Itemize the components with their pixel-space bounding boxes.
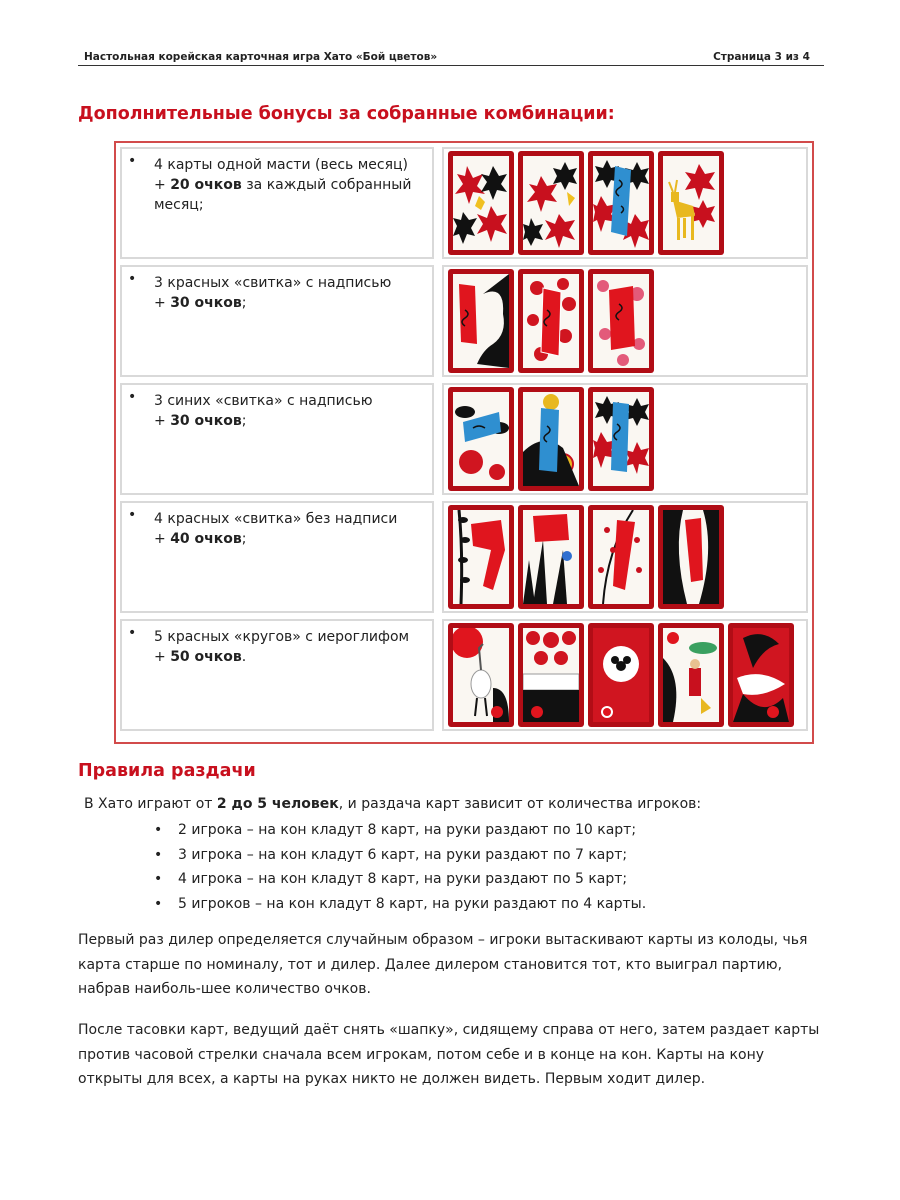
bonus-row [120, 619, 808, 733]
bonus-heading: Дополнительные бонусы за собранные комбинации: [78, 104, 615, 124]
points-text: + 40 очков; [154, 531, 247, 547]
combination-text: 5 красных «кругов» с иероглифом [154, 629, 410, 645]
crane-bright-card-icon [448, 623, 514, 727]
pine-ribbon-card-icon [448, 269, 514, 373]
plum-ribbon-card-icon [518, 269, 584, 373]
bonus-row [120, 147, 808, 261]
points-value: 30 очков [170, 295, 242, 311]
card-group [442, 501, 808, 613]
points-text: + 30 очков; [154, 413, 247, 429]
maple-ribbon-card-icon [588, 151, 654, 255]
bonus-row [120, 383, 808, 497]
list-item: • 2 игрока – на кон кладут 8 карт, на руки раздают по 10 карт; [150, 818, 646, 843]
card-group [442, 619, 808, 731]
combination-text: 4 красных «свитка» без надписи [154, 511, 398, 527]
maple-card-icon [448, 151, 514, 255]
maple-blue-ribbon-card-icon [588, 387, 654, 491]
rain-ribbon-card-icon [658, 505, 724, 609]
cherry-ribbon-card-icon [588, 269, 654, 373]
combination-text: 3 синих «свитка» с надписью [154, 393, 373, 409]
bonus-description [120, 147, 434, 259]
bonus-row [120, 501, 808, 615]
deal-intro: В Хато играют от 2 до 5 человек, и раздача карт зависит от количества игроков: [84, 796, 702, 812]
page-header [78, 50, 824, 66]
list-item: • 4 игрока – на кон кладут 8 карт, на руки раздают по 5 карт; [150, 867, 646, 892]
page-number: Страница 3 из 4 [713, 51, 810, 63]
card-group [442, 265, 808, 377]
peony-ribbon-card-icon [448, 387, 514, 491]
bullet-icon: • [154, 895, 163, 912]
bullet-icon: • [128, 389, 137, 405]
bonus-description [120, 265, 434, 377]
iris-ribbon-card-icon [518, 505, 584, 609]
deal-heading: Правила раздачи [78, 761, 256, 781]
bullet-icon: • [154, 871, 163, 887]
list-item: • 5 игроков – на кон кладут 8 карт, на руки раздают по 4 карты. [150, 892, 646, 917]
combination-text: 3 красных «свитка» с надписью [154, 275, 392, 291]
bullet-icon: • [128, 507, 137, 523]
points-text: + 20 очков за каждый собранный месяц; [154, 177, 412, 213]
points-value: 20 очков [170, 177, 242, 193]
chrysanthemum-ribbon-card-icon [518, 387, 584, 491]
bonus-row [120, 265, 808, 379]
points-text: + 30 очков; [154, 295, 247, 311]
dealer-paragraph: Первый раз дилер определяется случайным образом – игроки вытаскивают карты из колоды, чья карта старше по номиналу, тот и дилер. Далее дилером становится тот, кто выиграл партию, набрав наиболь-шее количество очков. [78, 932, 808, 997]
card-group [442, 383, 808, 495]
maple-card-icon [518, 151, 584, 255]
bullet-icon: • [128, 625, 137, 641]
list-item: • 3 игрока – на кон кладут 6 карт, на руки раздают по 7 карт; [150, 843, 646, 868]
document-title: Настольная корейская карточная игра Хато «Бой цветов» [84, 51, 438, 63]
wisteria-ribbon-card-icon [448, 505, 514, 609]
cherry-curtain-bright-card-icon [518, 623, 584, 727]
bullet-icon: • [128, 153, 137, 169]
rain-man-bright-card-icon [658, 623, 724, 727]
points-value: 30 очков [170, 413, 242, 429]
bullet-icon: • [154, 846, 163, 863]
moon-bright-card-icon [588, 623, 654, 727]
deal-list [150, 818, 646, 916]
bonus-description [120, 383, 434, 495]
bonus-table [114, 141, 814, 744]
bonus-description [120, 501, 434, 613]
bush-clover-ribbon-card-icon [588, 505, 654, 609]
deer-card-icon [658, 151, 724, 255]
bullet-icon: • [128, 271, 137, 287]
phoenix-bright-card-icon [728, 623, 794, 727]
players-range: 2 до 5 человек [216, 796, 339, 812]
points-value: 40 очков [170, 531, 242, 547]
bonus-description [120, 619, 434, 731]
card-group [442, 147, 808, 259]
points-text: + 50 очков. [154, 649, 247, 665]
bullet-icon: • [154, 822, 163, 838]
points-value: 50 очков [170, 649, 242, 665]
combination-text: 4 карты одной масти (весь месяц) [154, 157, 409, 173]
shuffle-paragraph: После тасовки карт, ведущий даёт снять «шапку», сидящему справа от него, затем раздает карты против часовой стрелки сначала всем игрокам, потом себе и в конце на кон. Карты на кону открыты для всех, а карты на руках никто не должен видеть. Первым ходит дилер. [78, 1022, 820, 1087]
